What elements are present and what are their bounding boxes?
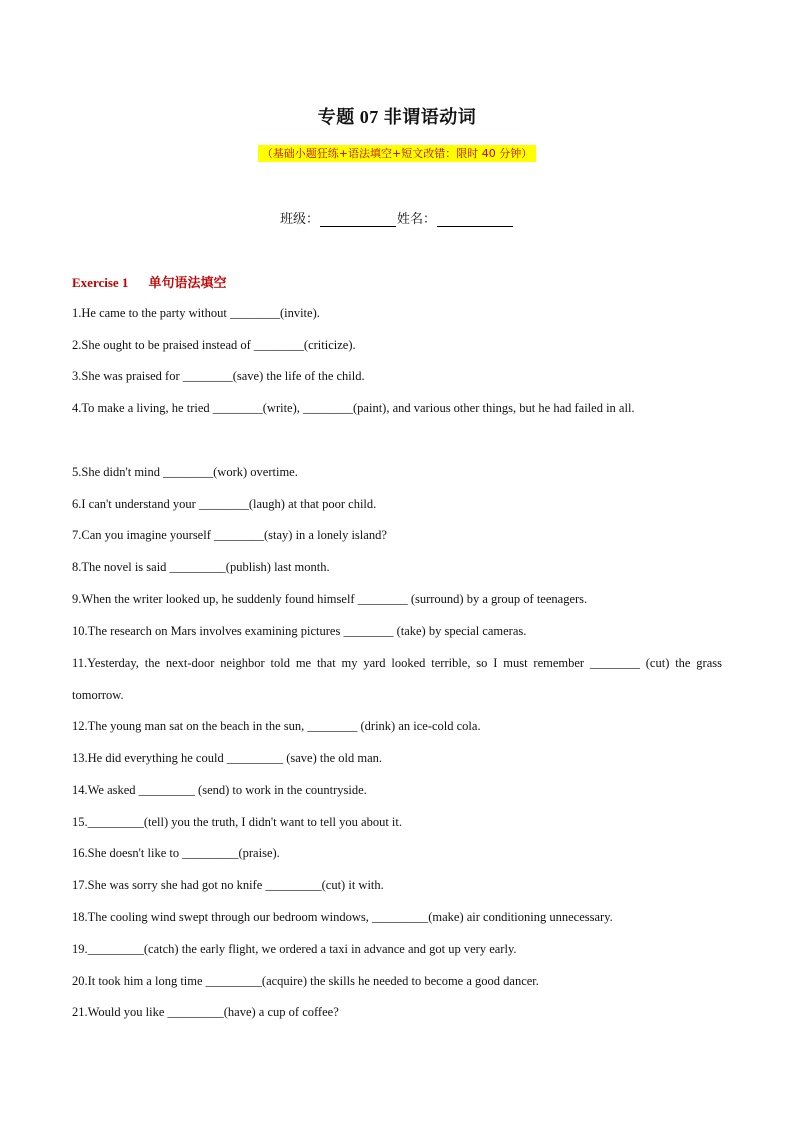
question-item: 5.She didn't mind ________(work) overtime. [72, 465, 298, 479]
class-blank [320, 212, 396, 227]
subtitle-container [0, 144, 794, 162]
exercise-label: Exercise 1 [72, 275, 129, 290]
question-item: 13.He did everything he could _________ (save) the old man. [72, 751, 382, 765]
question-item: 7.Can you imagine yourself ________(stay) in a lonely island? [72, 528, 387, 542]
question-item: 14.We asked _________ (send) to work in the countryside. [72, 783, 367, 797]
question-item: 17.She was sorry she had got no knife _________(cut) it with. [72, 878, 384, 892]
name-label: 姓名： [397, 212, 437, 227]
question-item: 18.The cooling wind swept through our bedroom windows, _________(make) air conditioning unnecessary. [72, 910, 613, 924]
question-item: 1.He came to the party without ________(invite). [72, 306, 320, 320]
exercise-title: 单句语法填空 [148, 276, 227, 291]
question-item: 12.The young man sat on the beach in the sun, ________ (drink) an ice-cold cola. [72, 719, 481, 733]
question-item: 4.To make a living, he tried ________(write), ________(paint), and various other things, but he had failed in all. [72, 401, 635, 415]
page-title: 专题 07 非谓语动词 [317, 107, 477, 127]
question-item: 20.It took him a long time _________(acquire) the skills he needed to become a good dancer. [72, 974, 539, 988]
question-item: 8.The novel is said _________(publish) last month. [72, 560, 330, 574]
question-item: 9.When the writer looked up, he suddenly found himself ________ (surround) by a group of teenagers. [72, 592, 588, 606]
name-blank [437, 212, 513, 227]
exercise-heading [72, 272, 226, 291]
question-item: 3.She was praised for ________(save) the life of the child. [72, 369, 365, 383]
question-item: 15._________(tell) you the truth, I didn't want to tell you about it. [72, 815, 402, 829]
question-item: 16.She doesn't like to _________(praise). [72, 846, 280, 860]
question-item: 21.Would you like _________(have) a cup of coffee? [72, 1005, 339, 1019]
page-subtitle: （基础小题狂练+语法填空+短文改错：限时 40 分钟） [258, 145, 536, 162]
question-item: 6.I can't understand your ________(laugh) at that poor child. [72, 497, 377, 511]
class-label: 班级： [279, 212, 319, 227]
question-item: 10.The research on Mars involves examining pictures ________ (take) by special cameras. [72, 624, 527, 638]
question-item: 11.Yesterday, the next-door neighbor told me that my yard looked terrible, so I must remember ________ (cut) the grass tomorrow. [72, 656, 722, 702]
student-info-line [0, 208, 794, 227]
question-item: 2.She ought to be praised instead of ________(criticize). [72, 338, 356, 352]
question-item: 19._________(catch) the early flight, we ordered a taxi in advance and got up very early. [72, 942, 517, 956]
